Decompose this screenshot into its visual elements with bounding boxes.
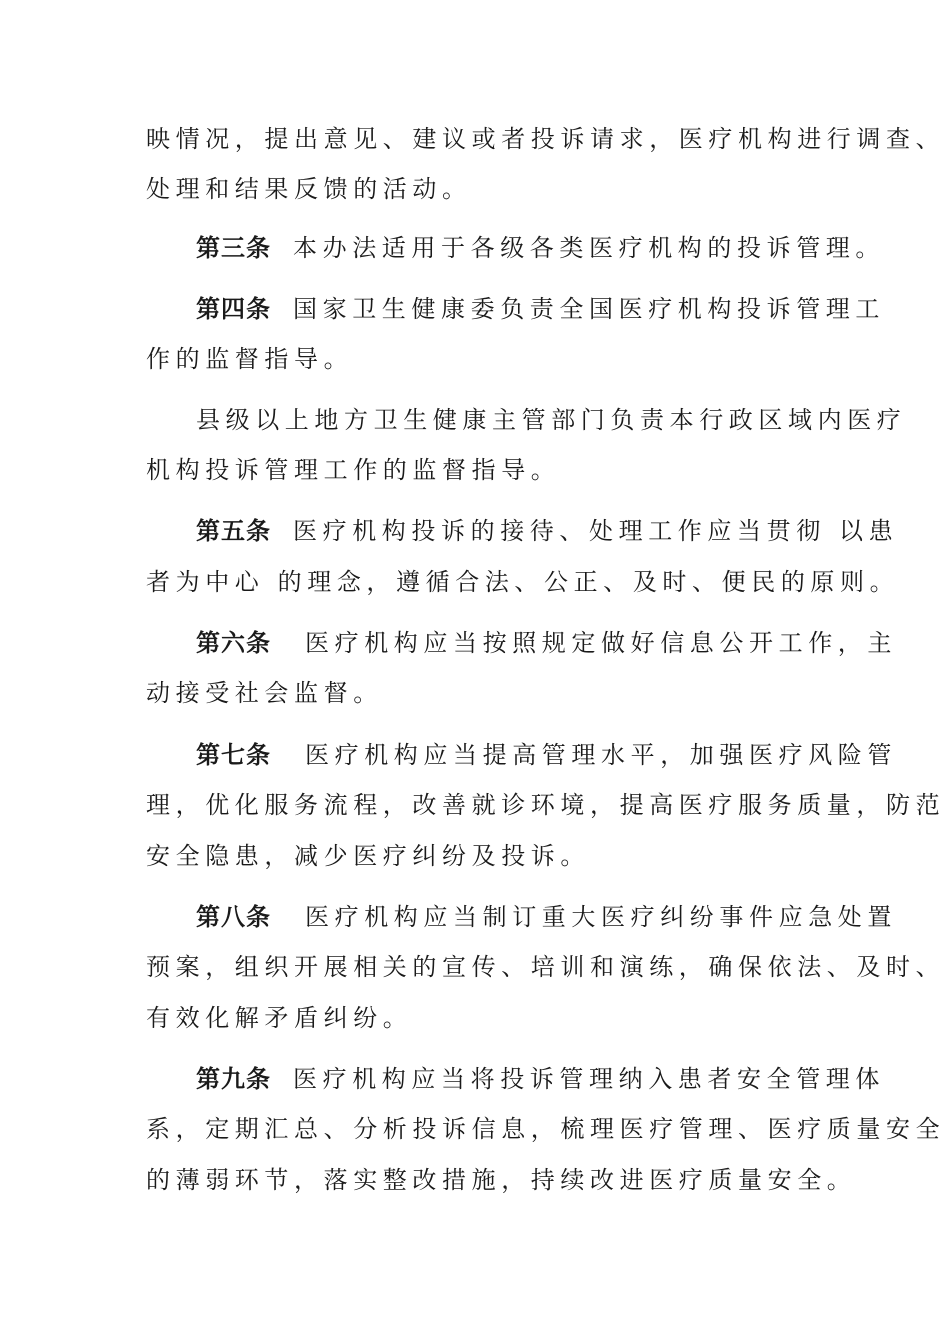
article-8-text: 医疗机构应当制订重大医疗纠纷事件应急处置 xyxy=(305,903,897,931)
article-8-label: 第八条 xyxy=(196,903,271,931)
article-4-line-2: 作的监督指导。 xyxy=(146,345,354,373)
article-6-label: 第六条 xyxy=(196,629,271,657)
article-5-label: 第五条 xyxy=(196,517,271,545)
article-9-line-3: 的薄弱环节，落实整改措施，持续改进医疗质量安全。 xyxy=(146,1166,857,1194)
article-4-text: 国家卫生健康委负责全国医疗机构投诉管理工 xyxy=(293,295,885,323)
article-7-line-2: 理，优化服务流程，改善就诊环境，提高医疗服务质量，防范 xyxy=(146,791,946,819)
intro-line-1: 映情况，提出意见、建议或者投诉请求，医疗机构进行调查、 xyxy=(146,125,946,153)
article-9-line-2: 系，定期汇总、分析投诉信息，梳理医疗管理、医疗质量安全 xyxy=(146,1115,946,1143)
article-7-text: 医疗机构应当提高管理水平，加强医疗风险管 xyxy=(305,741,897,769)
article-7-line-3: 安全隐患，减少医疗纠纷及投诉。 xyxy=(146,842,590,870)
article-6-text: 医疗机构应当按照规定做好信息公开工作，主 xyxy=(305,629,897,657)
article-4 xyxy=(196,294,885,324)
article-5-text: 医疗机构投诉的接待、处理工作应当贯彻 以患 xyxy=(293,517,899,545)
article-3-label: 第三条 xyxy=(196,234,271,262)
article-6 xyxy=(196,628,897,658)
article-7-label: 第七条 xyxy=(196,741,271,769)
article-6-line-2: 动接受社会监督。 xyxy=(146,679,383,707)
county-line-1: 县级以上地方卫生健康主管部门负责本行政区域内医疗 xyxy=(196,406,907,434)
county-line-2: 机构投诉管理工作的监督指导。 xyxy=(146,456,561,484)
article-7 xyxy=(196,740,897,770)
intro-line-2: 处理和结果反馈的活动。 xyxy=(146,175,472,203)
article-9-text: 医疗机构应当将投诉管理纳入患者安全管理体 xyxy=(293,1065,885,1093)
article-8 xyxy=(196,902,897,932)
article-8-line-3: 有效化解矛盾纠纷。 xyxy=(146,1004,413,1032)
article-3-text: 本办法适用于各级各类医疗机构的投诉管理。 xyxy=(293,234,885,262)
article-5 xyxy=(196,516,899,546)
article-8-line-2: 预案，组织开展相关的宣传、培训和演练，确保依法、及时、 xyxy=(146,953,946,981)
article-9 xyxy=(196,1064,885,1094)
article-9-label: 第九条 xyxy=(196,1065,271,1093)
article-5-line-2: 者为中心 的理念，遵循合法、公正、及时、便民的原则。 xyxy=(146,568,900,596)
article-3 xyxy=(196,233,885,263)
article-4-label: 第四条 xyxy=(196,295,271,323)
